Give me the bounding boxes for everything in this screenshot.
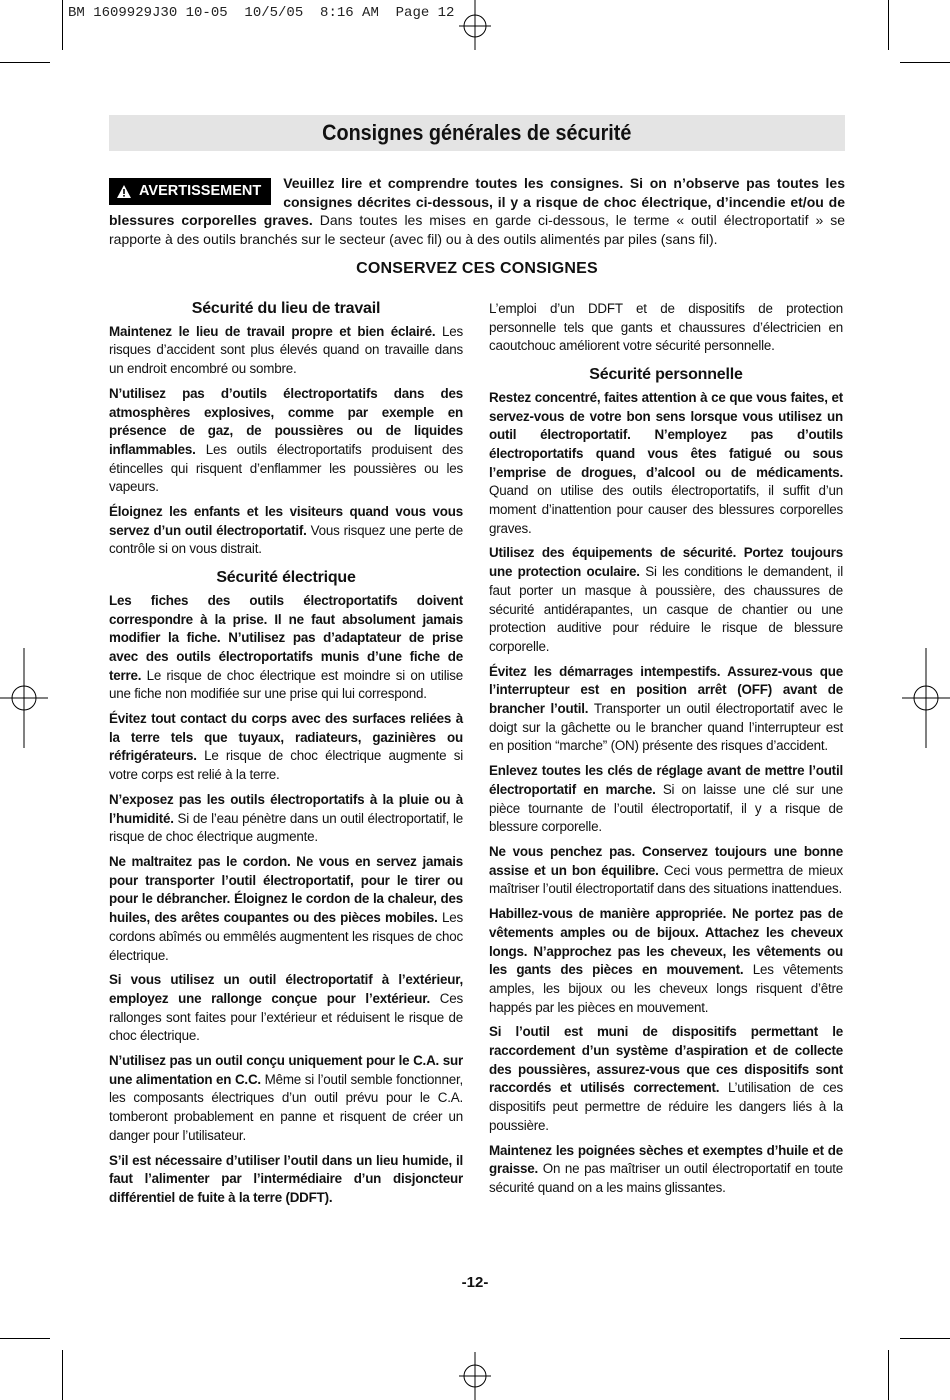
crop-mark <box>62 0 63 50</box>
warning-badge <box>109 178 271 205</box>
save-instructions-heading: CONSERVEZ CES CONSIGNES <box>356 260 598 277</box>
warning-intro <box>109 174 845 248</box>
paragraph: Maintenez les poignées sèches et exemptes d’huile et de graisse. On ne pas maîtriser un outil électroportatif en toute sécurité quand on a les mains glissantes. <box>489 1142 843 1195</box>
paragraph: N’utilisez pas d’outils électroportatifs dans des atmosphères explosives, comme par exemple en présence de gaz, de poussières ou de liquides inflammables. Les outils électroportatifs produisent des étincelles qui risquent d’enflammer les poussières ou les vapeurs. <box>109 385 464 495</box>
paragraph: Ne maltraitez pas le cordon. Ne vous en servez jamais pour transporter l’outil électroportatif, pour le tirer ou pour le débrancher. Éloignez le cordon de la chaleur, des huiles, des arêtes coupantes ou des pièces mobiles. Les cordons abîmés ou emmêlés augmentent les risques de choc électrique. <box>109 853 463 963</box>
paragraph: Enlevez toutes les clés de réglage avant de mettre l’outil électroportatif en marche. Si on laisse une clé sur une pièce tournante de l’outil électroportatif, il y a risque de blessure corporelle. <box>489 763 843 835</box>
print-slug: BM 1609929J30 10-05 10/5/05 8:16 AM Page 12 <box>68 5 455 21</box>
paragraph: Maintenez le lieu de travail propre et bien éclairé. Les risques d’accident sont plus élevés quand on travaille dans un endroit encombré ou sombre. <box>109 323 463 377</box>
crop-mark <box>900 1338 950 1339</box>
paragraph: Les fiches des outils électroportatifs doivent correspondre à la prise. Il ne faut absolument jamais modifier la fiche. N’utilisez pas d’adaptateur de prise avec des outils électroportatifs munis d’une fiche de terre. Le risque de choc électrique est moindre si on utilise une fiche non modifiée sur une prise qui lui correspond. <box>109 592 463 702</box>
crop-mark <box>900 62 950 63</box>
crop-mark <box>888 0 889 50</box>
page-title: Consignes générales de sécurité <box>322 120 632 145</box>
crop-mark <box>0 1338 50 1339</box>
warning-body: Dans toutes les mises en garde ci-dessous, le terme « outil électroportatif » se rapporte à des outils branchés sur le secteur (avec fil) ou à des outils alimentés par piles (sans fil). <box>109 212 846 247</box>
paragraph: N’exposez pas les outils électroportatifs à la pluie ou à l’humidité. Si de l’eau pénètre dans un outil électroportatif, le risque de choc électrique augmente. <box>109 791 463 845</box>
crop-mark <box>888 1350 889 1400</box>
section-heading-personal: Sécurité personnelle <box>589 366 743 384</box>
warning-lead: Veuillez lire et comprendre toutes les consignes. Si on n’observe pas toutes les consignes décrites ci-dessous, il y a risque de choc électrique, d’incendie et/ou de blessures corporelles graves. <box>109 175 845 228</box>
page-number: -12- <box>461 1274 489 1291</box>
warning-label: AVERTISSEMENT <box>139 183 262 199</box>
paragraph: Utilisez des équipements de sécurité. Portez toujours une protection oculaire. Si les conditions le demandent, il faut porter un masque à poussière, des chaussures de sécurité antidérapantes, un casque de chantier ou une protection auditive pour réduire le risque de blessure corporelle. <box>489 545 843 654</box>
paragraph: N’utilisez pas un outil conçu uniquement pour le C.A. sur une alimentation en C.C. Même si l’outil semble fonctionner, les composants électriques d’un outil prévu pour le C.A. tomberont probablement en panne et risquent de créer un danger pour l’utilisateur. <box>109 1053 463 1143</box>
title-bar <box>109 115 845 151</box>
paragraph: L’emploi d’un DDFT et de dispositifs de protection personnelle tels que gants et chaussures d’électricien en caoutchouc améliorent votre sécurité personnelle. <box>489 301 843 354</box>
registration-mark-icon <box>902 648 950 748</box>
registration-mark-icon <box>455 0 495 50</box>
paragraph: Ne vous penchez pas. Conservez toujours une bonne assise et un bon équilibre. Ceci vous permettra de mieux maîtriser l’outil électroportatif dans des situations inattendues. <box>489 843 843 897</box>
crop-mark <box>0 62 50 63</box>
left-column <box>109 300 463 1214</box>
paragraph: S’il est nécessaire d’utiliser l’outil dans un lieu humide, il faut l’alimenter par l’intermédiaire d’un disjoncteur différentiel de fuite à la terre (DDFT). <box>109 1152 463 1205</box>
paragraph: Restez concentré, faites attention à ce que vous faites, et servez-vous de votre bon sens lorsque vous utilisez un outil électroportatif. N’employez pas d’outils électroportatifs quand vous êtes fatigué ou sous l’emprise de drogues, d’alcool ou de médicaments. Quand on utilise des outils électroportatifs, il suffit d’un moment d’inattention pour causer des blessures corporelles graves. <box>489 389 843 536</box>
right-column <box>489 300 843 1204</box>
section-heading-work-area: Sécurité du lieu de travail <box>191 300 381 317</box>
section-heading-electrical: Sécurité électrique <box>216 569 356 587</box>
paragraph: Si vous utilisez un outil électroportatif à l’extérieur, employez une rallonge conçue pour l’extérieur. Ces rallonges sont faites pour l’extérieur et réduisent le risque de choc électrique. <box>109 972 463 1044</box>
paragraph: Éloignez les enfants et les visiteurs quand vous vous servez d’un outil électroportatif. Vous risquez une perte de contrôle si on vous distrait. <box>109 504 463 557</box>
registration-mark-icon <box>0 648 48 748</box>
warning-triangle-icon <box>117 185 131 198</box>
paragraph: Habillez-vous de manière appropriée. Ne portez pas de vêtements amples ou de bijoux. Attachez les cheveux longs. N’approchez pas les cheveux, les vêtements ou les gants des pièces en mouvement. Les vêtements amples, les bijoux ou les cheveux longs risquent d’être happés par les pièces en mouvement. <box>489 906 843 1015</box>
paragraph: Évitez les démarrages intempestifs. Assurez-vous que l’interrupteur est en position arrêt (OFF) avant de brancher l’outil. Transporter un outil électroportatif avec le doigt sur la gâchette ou le brancher quand l’interrupteur est en position “marche” (ON) présente des risques d’accident. <box>489 663 843 754</box>
paragraph: Évitez tout contact du corps avec des surfaces reliées à la terre tels que tuyaux, radiateurs, gazinières ou réfrigérateurs. Le risque de choc électrique augmente si votre corps est relié à la terre. <box>109 711 463 783</box>
registration-mark-icon <box>455 1352 495 1400</box>
crop-mark <box>62 1350 63 1400</box>
paragraph: Si l’outil est muni de dispositifs permettant le raccordement d’un système d’aspiration et de collecte des poussières, assurez-vous que ces dispositifs sont raccordés et utilisés correctement. L’utilisation de ces dispositifs peut permettre de réduire les dangers liés à la poussière. <box>489 1024 843 1133</box>
